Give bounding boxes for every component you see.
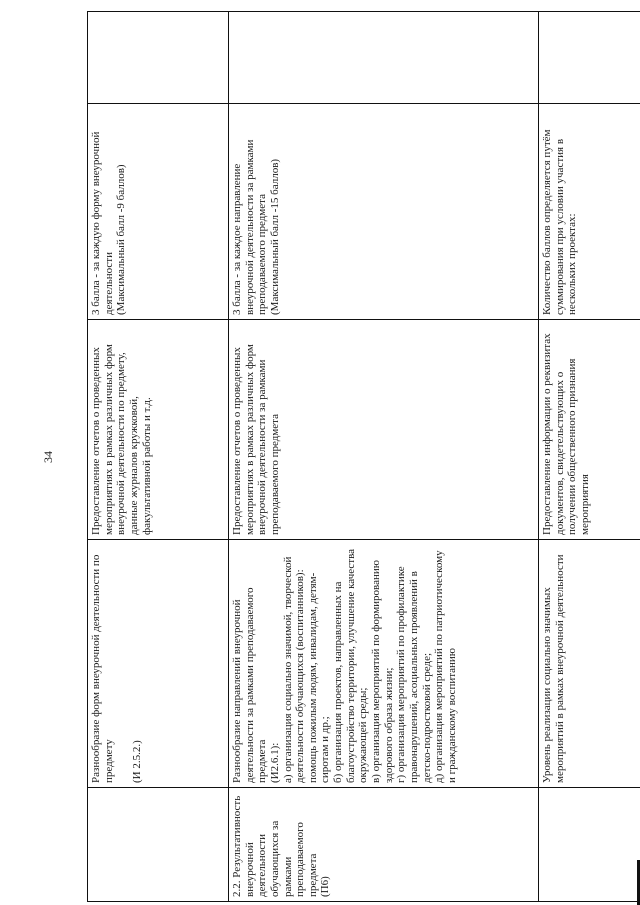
indicator-text: 2.2. Результативность внеурочной деятельности обучающихся за рамками преподаваемого предмета (П6) <box>231 795 332 897</box>
empty-cell <box>539 12 640 104</box>
criterion-cell <box>539 540 640 788</box>
evidence-text: Предоставление информации о реквизитах документов, свидетельствующих о получении общественного признания мероприятия <box>541 333 591 535</box>
evidence-cell <box>229 320 539 540</box>
table-rotator <box>87 12 639 902</box>
criterion-cell <box>88 540 229 788</box>
table-row <box>229 12 539 902</box>
indicator-cell <box>88 788 229 902</box>
score-cell <box>88 104 229 320</box>
criterion-text: Уровень реализации социально значимых мероприятий в рамках внеурочной деятельности <box>541 554 566 783</box>
table-row <box>539 12 640 902</box>
criteria-table <box>87 11 640 902</box>
evidence-text: Предоставление отчетов о проведенных мероприятиях в рамках различных форм внеурочной деятельности по предмету, данные журналов кружковой, факультативной работы и т.д. <box>90 344 153 535</box>
table-row <box>88 12 229 902</box>
indicator-cell <box>229 788 539 902</box>
score-cell <box>539 104 640 320</box>
criterion-text: Разнообразие направлений внеурочной деятельности за рамками преподаваемого предмета (И2.6.1): а) организация социально значимой, творческой деятельности обучающихся (воспитанников): помощь пожилым людям, инвалидам, детям-сиротам и др.; б) организация проектов, направленных на благоустройство территории, улучшение качества окружающей среды; в) организация мероприятий по формированию здорового образа жизни; г) организация мероприятий по профилактике правонарушений, асоциальных проявлений в детско-подростковой среде; д) организация мероприятий по патриотическому и гражданскому воспитанию <box>231 548 458 783</box>
evidence-cell <box>88 320 229 540</box>
criterion-ref: (И 2.5.2.) <box>131 740 144 783</box>
criterion-cell <box>229 540 539 788</box>
criterion-text: Разнообразие форм внеурочной деятельности по предмету <box>90 554 115 783</box>
score-text: 3 балла - за каждое направление внеурочной деятельности за рамками преподаваемого предмета (Максимальный балл -15 баллов) <box>231 139 281 315</box>
indicator-cell <box>539 788 640 902</box>
evidence-cell <box>539 320 640 540</box>
page-number: 34 <box>41 451 55 463</box>
score-cell <box>229 104 539 320</box>
score-text: Количество баллов определяется путём суммирования при условии участия в нескольких проектах: <box>541 129 579 315</box>
score-text: 3 балла - за каждую форму внеурочной деятельности (Максимальный балл -9 баллов) <box>90 131 128 315</box>
empty-cell <box>88 12 229 104</box>
empty-cell <box>229 12 539 104</box>
evidence-text: Предоставление отчетов о проведенных мероприятиях в рамках различных форм внеурочной деятельности за рамками преподаваемого предмета <box>231 344 281 535</box>
